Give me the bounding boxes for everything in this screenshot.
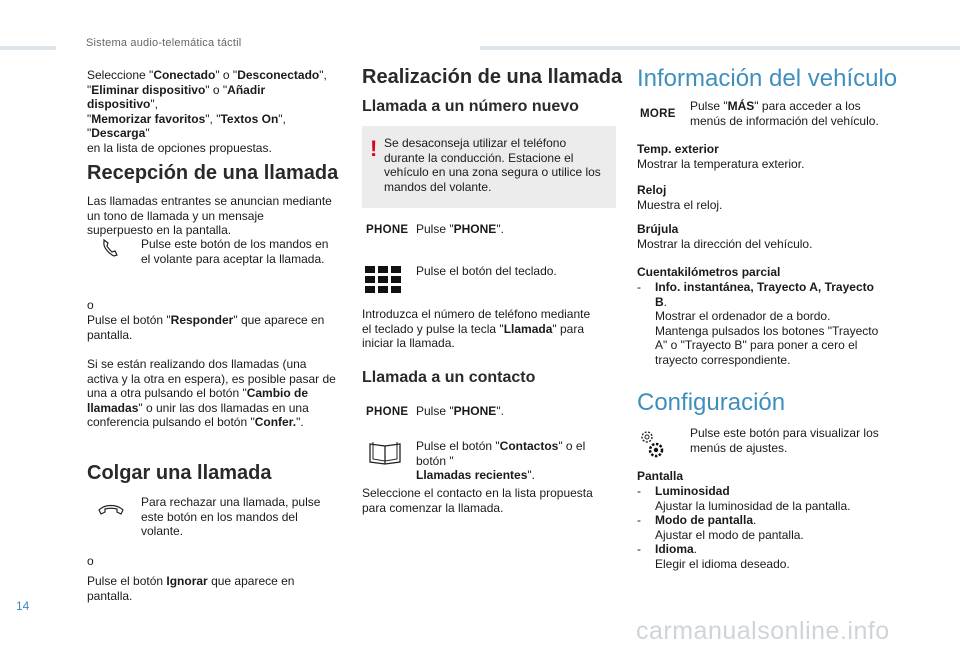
- page-number: 14: [16, 599, 30, 613]
- section-header-title: Sistema audio-telemática táctil: [86, 37, 242, 49]
- header-rule-right: [480, 46, 960, 50]
- colgar-or: o: [87, 554, 94, 568]
- numero-nuevo-heading: Llamada a un número nuevo: [362, 98, 579, 115]
- brujula-item: Brújula Mostrar la dirección del vehículo.: [637, 222, 813, 251]
- keypad-text: Pulse el botón del teclado.: [416, 264, 557, 278]
- ignorar-paragraph: Pulse el botón Ignorar que aparece en pantalla.: [87, 574, 295, 603]
- cuentakilometros-title: Cuentakilómetros parcial: [637, 265, 781, 279]
- llamada-paragraph: Introduzca el número de teléfono mediante el teclado y pulse la tecla "Llamada" para iniciar la llamada.: [362, 307, 591, 350]
- list-dash: -: [637, 280, 641, 294]
- warning-box: [362, 126, 616, 208]
- phone-text: Pulse "PHONE".: [416, 222, 504, 236]
- watermark: carmanualsonline.info: [636, 617, 890, 645]
- info-vehiculo-heading: Información del vehículo: [637, 65, 898, 92]
- intro-paragraph: Seleccione "Conectado" o "Desconectado", "Eliminar dispositivo" o "Añadir dispositivo", "Memorizar favoritos", "Textos On", "Descarga" en la lista de opciones propuestas.: [87, 68, 327, 155]
- list-dash: -: [637, 513, 641, 527]
- phone-button-icon-2: PHONE: [366, 406, 409, 418]
- reloj-item: Reloj Muestra el reloj.: [637, 183, 723, 212]
- keypad-icon: [365, 266, 403, 296]
- configuracion-heading: Configuración: [637, 389, 786, 416]
- recepcion-or: o: [87, 298, 94, 312]
- settings-gears-icon: [636, 426, 666, 460]
- luminosidad-item: Luminosidad Ajustar la luminosidad de la pantalla.: [655, 484, 851, 513]
- hang-up-icon: [97, 500, 125, 520]
- hang-up-text: Para rechazar una llamada, pulse este botón en los mandos del volante.: [141, 495, 321, 538]
- realizacion-heading: Realización de una llamada: [362, 66, 623, 88]
- colgar-heading: Colgar una llamada: [87, 462, 272, 484]
- list-dash: -: [637, 542, 641, 556]
- responder-paragraph: Pulse el botón "Responder" que aparece en pantalla.: [87, 313, 325, 342]
- cuentakilometros-item: Info. instantánea, Trayecto A, Trayecto B. Mostrar el ordenador de a bordo. Mantenga pulsados los botones "Trayecto A" o "Trayecto B" para poner a cero el trayecto correspondiente.: [655, 280, 879, 367]
- temp-exterior-item: Temp. exterior Mostrar la temperatura exterior.: [637, 142, 805, 171]
- contacts-book-icon: [368, 440, 402, 466]
- header-rule-left: [0, 46, 56, 50]
- more-button-icon: MORE: [640, 108, 676, 120]
- modo-pantalla-item: Modo de pantalla. Ajustar el modo de pantalla.: [655, 513, 804, 542]
- contacto-select-paragraph: Seleccione el contacto en la lista propuesta para comenzar la llamada.: [362, 486, 593, 515]
- pantalla-title: Pantalla: [637, 469, 684, 483]
- accept-call-text: Pulse este botón de los mandos en el volante para aceptar la llamada.: [141, 237, 329, 266]
- contacts-text: Pulse el botón "Contactos" o el botón " Llamadas recientes".: [416, 439, 586, 482]
- warning-text: Se desaconseja utilizar el teléfono durante la conducción. Estacione el vehículo en una zona segura o utilice los mandos del volante.: [384, 136, 601, 194]
- accept-call-icon: [100, 238, 126, 260]
- more-text: Pulse "MÁS" para acceder a los menús de información del vehículo.: [690, 99, 879, 128]
- contacto-heading: Llamada a un contacto: [362, 369, 536, 386]
- settings-text: Pulse este botón para visualizar los menús de ajustes.: [690, 426, 879, 455]
- idioma-item: Idioma. Elegir el idioma deseado.: [655, 542, 790, 571]
- recepcion-heading: Recepción de una llamada: [87, 162, 339, 184]
- phone-button-icon: PHONE: [366, 224, 409, 236]
- warning-icon: !: [370, 136, 378, 161]
- list-dash: -: [637, 484, 641, 498]
- phone-text-2: Pulse "PHONE".: [416, 404, 504, 418]
- recepcion-intro: Las llamadas entrantes se anuncian mediante un tono de llamada y un mensaje superpuesto en la pantalla.: [87, 194, 332, 237]
- cambio-llamadas-paragraph: Si se están realizando dos llamadas (una activa y la otra en espera), es posible pasar de una a otra pulsando el botón "Cambio de llamadas" o unir las dos llamadas en una conferencia pulsando el botón "Confer.".: [87, 357, 336, 429]
